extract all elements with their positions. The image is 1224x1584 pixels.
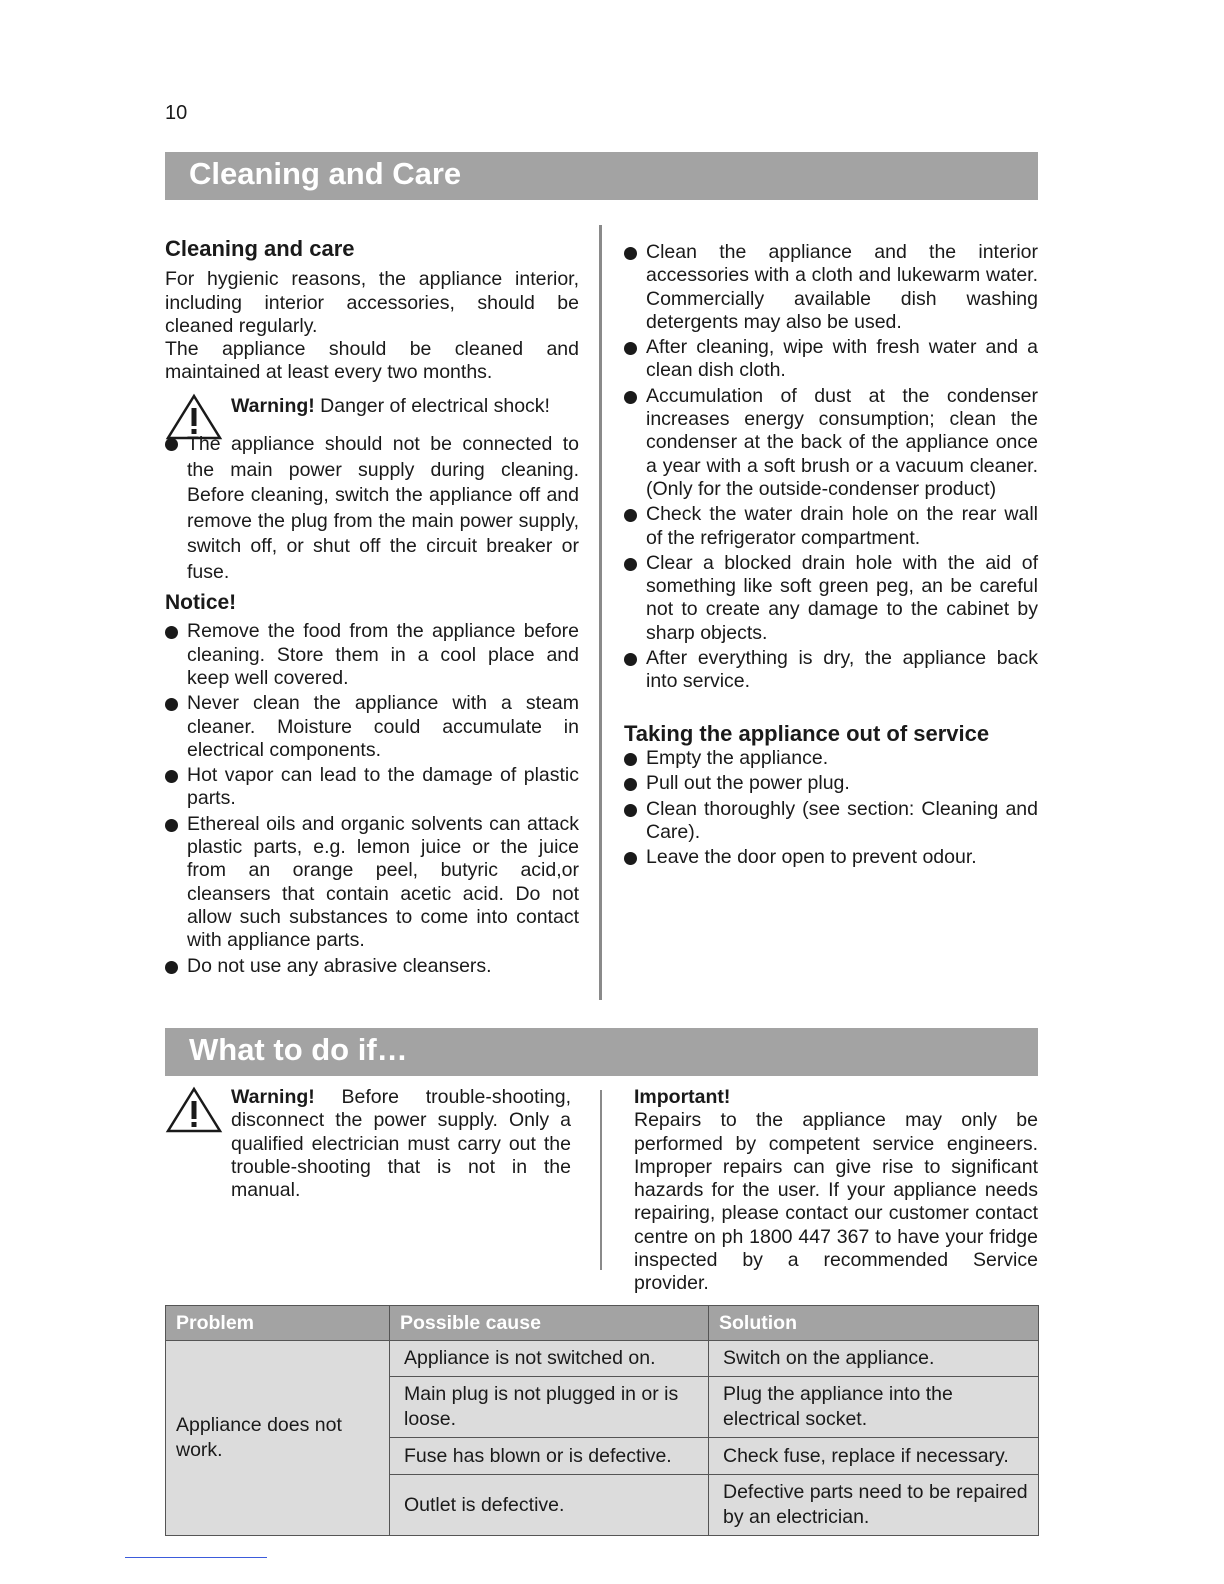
warning-label: Warning! xyxy=(231,1086,315,1108)
important-note xyxy=(634,1086,1038,1296)
solution-cell: Switch on the appliance. xyxy=(709,1341,1039,1377)
cleaning-left-column xyxy=(165,237,579,978)
cleaning-intro-1: For hygienic reasons, the appliance interior, including interior accessories, should be cleaned regularly. xyxy=(165,268,579,337)
header-cause: Possible cause xyxy=(390,1306,709,1341)
warning-text: Before trouble-shooting, disconnect the power supply. Only a qualified electrician must carry out the trouble-shooting that is not in the manual. xyxy=(231,1086,571,1202)
page-number: 10 xyxy=(165,102,188,124)
cleaning-right-column xyxy=(624,241,1038,869)
column-divider xyxy=(600,1090,602,1270)
section-header-cleaning: Cleaning and Care xyxy=(165,152,1038,200)
problem-cell: Appliance does not work. xyxy=(166,1341,390,1536)
section-header-what-to-do: What to do if… xyxy=(165,1028,1038,1076)
list-item: The appliance should not be connected to the main power supply during cleaning. Before cleaning, switch the appliance off and remove the plug from the main power supply, switch off, or shut off the circuit breaker or fuse. xyxy=(165,432,579,585)
cleaning-heading: Cleaning and care xyxy=(165,236,355,261)
list-item: Check the water drain hole on the rear wall of the refrigerator compartment. xyxy=(624,503,1038,550)
cleaning-intro-2: The appliance should be cleaned and maintained at least every two months. xyxy=(165,338,579,384)
warning-triangle-icon xyxy=(165,1086,223,1134)
important-heading: Important! xyxy=(634,1086,731,1108)
cause-cell: Outlet is defective. xyxy=(390,1475,709,1536)
solution-cell: Defective parts need to be repaired by an electrician. xyxy=(709,1475,1039,1536)
list-item: Never clean the appliance with a steam cleaner. Moisture could accumulate in electrical components. xyxy=(165,692,579,762)
list-item: Pull out the power plug. xyxy=(624,772,1038,795)
list-item: Clean thoroughly (see section: Cleaning and Care). xyxy=(624,798,1038,845)
list-item: Clear a blocked drain hole with the aid of something like soft green peg, an be careful not to create any damage to the cabinet by sharp objects. xyxy=(624,552,1038,645)
list-item: Do not use any abrasive cleansers. xyxy=(165,955,579,978)
header-solution: Solution xyxy=(709,1306,1039,1341)
list-item: Clean the appliance and the interior accessories with a cloth and lukewarm water. Commercially available dish washing detergents may also be used. xyxy=(624,241,1038,334)
cause-cell: Appliance is not switched on. xyxy=(390,1341,709,1377)
power-bullets xyxy=(165,432,579,585)
notice-heading: Notice! xyxy=(165,591,237,615)
list-item: Leave the door open to prevent odour. xyxy=(624,846,1038,869)
cause-cell: Fuse has blown or is defective. xyxy=(390,1438,709,1475)
table-header-row xyxy=(166,1306,1039,1341)
table-row xyxy=(166,1341,1039,1377)
list-item: Ethereal oils and organic solvents can attack plastic parts, e.g. lemon juice or the juice from an orange peel, butyric acid,or cleansers that contain acetic acid. Do not allow such substances to come into contact with appliance parts. xyxy=(165,813,579,953)
list-item: Remove the food from the appliance before cleaning. Store them in a cool place and keep well covered. xyxy=(165,620,579,690)
list-item: After everything is dry, the appliance back into service. xyxy=(624,647,1038,694)
list-item: Empty the appliance. xyxy=(624,747,1038,770)
important-text: Repairs to the appliance may only be performed by competent service engineers. Improper repairs can give rise to significant hazards for the user. If your appliance needs repairing, please contact our customer contact centre on ph 1800 447 367 to have your fridge inspected by a recommended Service provider. xyxy=(634,1109,1038,1295)
electric-warning xyxy=(165,393,579,418)
out-of-service-bullets xyxy=(624,747,1038,869)
footer-rule xyxy=(125,1557,267,1558)
list-item: Hot vapor can lead to the damage of plastic parts. xyxy=(165,764,579,811)
solution-cell: Check fuse, replace if necessary. xyxy=(709,1438,1039,1475)
list-item: Accumulation of dust at the condenser increases energy consumption; clean the condenser at the back of the appliance once a year with a soft brush or a vacuum cleaner.(Only for the outside-condenser product) xyxy=(624,385,1038,501)
column-divider xyxy=(599,225,602,1000)
warning-text: Danger of electrical shock! xyxy=(314,394,550,417)
warning-label: Warning! xyxy=(231,394,315,417)
troubleshooting-table xyxy=(165,1305,1039,1536)
out-of-service-heading: Taking the appliance out of service xyxy=(624,720,990,746)
notice-bullets xyxy=(165,620,579,977)
cause-cell: Main plug is not plugged in or is loose. xyxy=(390,1377,709,1438)
cleaning-steps xyxy=(624,241,1038,694)
troubleshoot-warning xyxy=(165,1086,571,1202)
header-problem: Problem xyxy=(166,1306,390,1341)
solution-cell: Plug the appliance into the electrical socket. xyxy=(709,1377,1039,1438)
list-item: After cleaning, wipe with fresh water and a clean dish cloth. xyxy=(624,336,1038,383)
